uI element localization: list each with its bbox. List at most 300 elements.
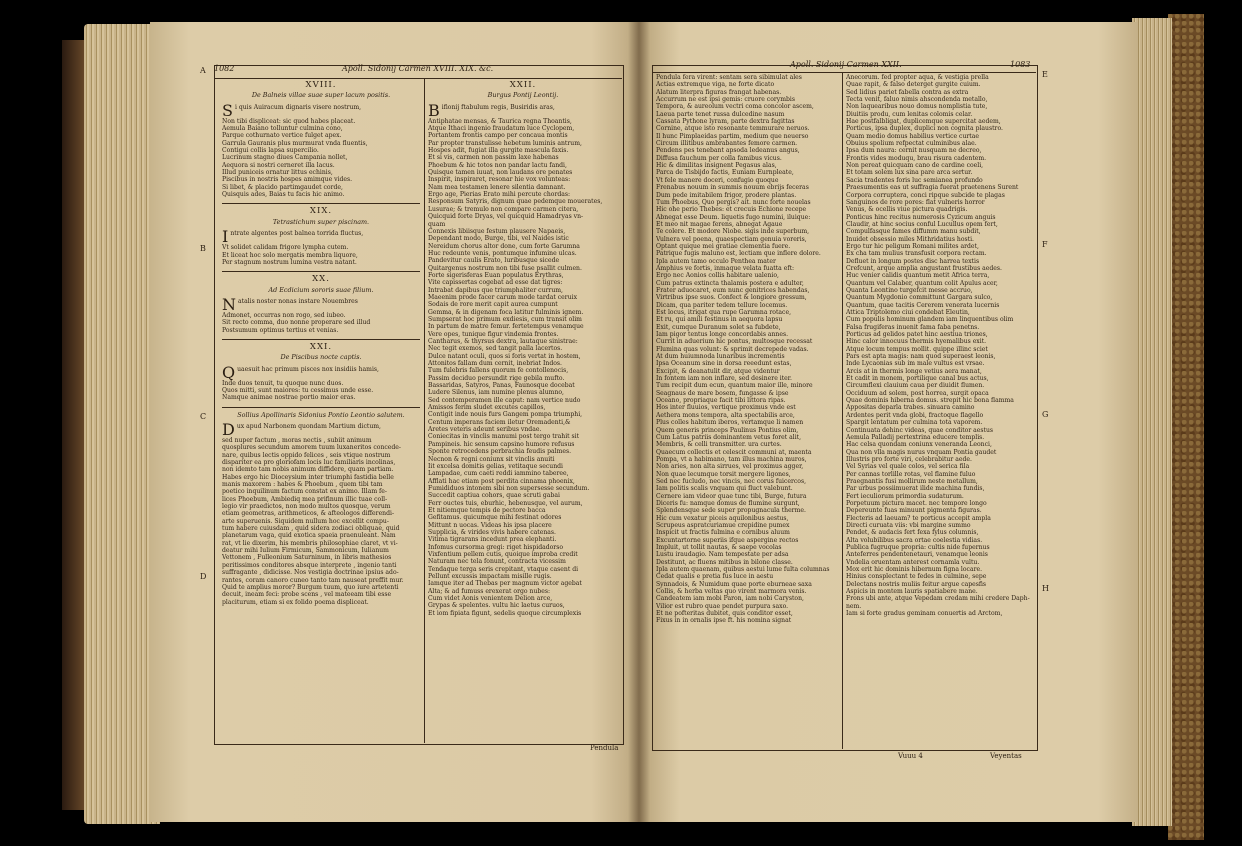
text-line: Ipla autem quaenam, quibus aestui lume fulta columnas <box>656 566 830 574</box>
text-line: Et iom fipiata figunt, sedelis quoque circumplexis <box>428 609 582 617</box>
text-line: Fixus in in ornalis ipse ft. his nomina signat <box>656 617 792 625</box>
text-line: sed nuper factum , moras nectis , subiit animum <box>222 436 372 444</box>
signature-mark: Vuuu 4 <box>898 752 923 760</box>
right-column-1 <box>656 74 840 746</box>
right-page-number: 1083 <box>1010 60 1031 69</box>
left-column-divider <box>424 78 425 743</box>
text-line: Porticus, ipsa duplex, duplici non cognita plaustro. <box>846 125 1003 133</box>
text-line: Collis, & herba veltas quo virent marmora venis. <box>656 588 807 596</box>
text-line: Defluet in longum postes disc harrea textis <box>846 257 980 265</box>
text-line: Flecteris ad laeuam? te porticus accepit ampla <box>846 514 991 522</box>
text-line: Iit excelsa domitis gelias, vetitaque secundi <box>428 462 563 470</box>
drop-capital: I <box>222 230 229 245</box>
text-line: Infomus cursorma gregi: riget hispidadorso <box>428 543 564 551</box>
text-line: Publica fugruque propria: cultis nide fupernus <box>846 544 990 551</box>
text-line: Illustris pro forte viri, celebrabitur aede. <box>846 455 972 463</box>
text-line: Frons ubi ante, atque Vepedam credam mihi credere Daph- <box>846 595 1030 603</box>
text-line: Atque Ithaci ingenio fraudatum luce Cyclopem, <box>428 125 575 133</box>
text-line: Responsum Satyris, dignum quae pedemque mouerates, <box>428 198 603 206</box>
prose-body <box>222 423 420 606</box>
text-line: Et totam solem lux sina pare arca sertur. <box>846 169 973 177</box>
poem-number: XX. <box>312 274 330 285</box>
poem-title: De Balneis villae suae super lacum positis. <box>251 91 391 100</box>
text-line: Tendaque terga seris crepitant, vtaque casent di <box>428 565 579 573</box>
right-cover <box>1168 14 1204 840</box>
text-line: Bassaridas, Satyros, Panas, Faunosque docebat <box>428 382 575 390</box>
text-line: Amphius ve fortis, inmaque velata fuatta eft: <box>656 264 795 272</box>
text-line: Cedat qualis e pretia fus luce in aestu <box>656 573 774 581</box>
text-line: Tum Phoebus, Quo pergis? ait. nunc forte nouelas <box>656 198 811 206</box>
text-line: Lucrinum stagno diues Campania nollet, <box>222 154 348 162</box>
text-line: Parca de Tisbijdo factis, Euniam Eurnpleate, <box>656 169 794 177</box>
text-line: Cassata Pythone lyram, parte dextra fagittas <box>656 118 795 126</box>
text-line: Centum imperans faciem iletur Oremadenti,& <box>428 418 571 426</box>
text-line: Alta volubilibus sacra ortae coelestia vidias. <box>846 536 983 544</box>
text-line: Alatum literpra figuras frangat habenas. <box>656 88 782 96</box>
text-line: Quantum vel Calaber, quantum colit Apulus acer, <box>846 279 998 287</box>
text-line: decuit, ineam feci: probe scens , vel mateeam tibi esse <box>222 591 392 599</box>
text-line: Cornine, atque isto resonante temmurare neruos. <box>656 125 810 133</box>
text-line: Sumpserat hoc primum exdiesis, cum transit olim <box>428 315 582 323</box>
section-divider <box>222 203 420 204</box>
text-line: Venus, & ocellis viue pictura quadrigis. <box>846 206 968 214</box>
text-line: Per stagnum nostrum lumina vestra natant. <box>222 258 357 266</box>
text-line: Ipsa dum naura: cernit nusquam ne decreo, <box>846 147 982 155</box>
text-line: Sed lidius pariet fabella contra as extra <box>846 88 969 96</box>
text-line: Membris, & celli transmitter. ura curtes. <box>656 441 782 449</box>
text-line: peritissimos conditores absque interprete , ingenio tanti <box>222 561 397 569</box>
text-line: non idemto tam nobis animum diffidere, quam partiam. <box>222 466 394 474</box>
poem-number: XXII. <box>509 80 537 90</box>
right-running-head: Apoll. Sidonij Carmen XXII. <box>790 60 902 69</box>
text-line: Ipsa Oceanum sine in dorsa reeedunt estas, <box>656 360 792 368</box>
text-line: Vndelia oruentam anterest cornamla vultu. <box>846 558 980 566</box>
text-line: Tum fulebris fallens quorum fe contollenocis, <box>428 367 569 375</box>
text-line: Claudir, at hinc socius conful Lucullus opem fert, <box>846 220 998 228</box>
text-line: Maeenim prode facer carum mode tardat ceruix <box>428 293 578 301</box>
text-line: Obuius spolium refpectat culminibus alae. <box>846 140 977 148</box>
text-line: Quantum, quae tacitis Cererem venerata lucernis <box>846 301 1000 309</box>
text-line: Porpetuum pictura macet. nec tempore longo <box>846 499 987 507</box>
text-line: Si libet, & placido partimgaudet corde, <box>222 183 343 191</box>
text-line: Laeua parte tenet russa dulcedine nasum <box>656 110 785 118</box>
text-line: Aethera mons tempora, alta spectabilis arce, <box>656 411 795 419</box>
left-page-number: 1082 <box>214 64 235 73</box>
text-line: Sed nec fucludo, nec vincis, nec corus fuicercos, <box>656 477 807 485</box>
text-line: Excuntartorne superiis ifque aspergine rectos <box>656 536 799 544</box>
text-line: Hac celsa quondam coniunx veneranda Leonci, <box>846 441 992 449</box>
text-line: Grypas & spelentes. vultu hic laetus curuos, <box>428 602 565 610</box>
text-line: Dulce natant oculi, quos si foris vertat in hostem, <box>428 352 581 360</box>
margin-letter-a: A <box>200 66 206 75</box>
text-line: Scrupeus aspratcuriamue crepidine pumex <box>656 521 790 529</box>
text-line: Nam mea testamen lenere silentia damnant. <box>428 183 566 191</box>
text-line: Pendens pes tenebant apsoda ledeanus angus, <box>656 147 800 155</box>
text-line: Fert ieculiorum primordia sudaturum. <box>846 492 964 500</box>
left-running-head: Apoll. Sidonij Carmen XVIII. XIX. &c. <box>342 64 494 73</box>
text-line: Appositas deparla trabes. sinuara camino <box>846 404 975 412</box>
drop-capital: Q <box>222 365 236 380</box>
text-line: Supplicia, & virides vivis habere catenas. <box>428 528 556 536</box>
text-line: Parque cothurnato vertice fulget apex. <box>222 132 342 140</box>
text-line: quam <box>428 220 446 228</box>
text-line: Anecorum. fed propter aqua, & vestigia prella <box>846 74 989 81</box>
margin-letter-e: E <box>1042 70 1048 79</box>
text-line: nem. <box>846 602 862 610</box>
text-line: Accurrum ne est ipsi gemis: cruore corymbis <box>656 96 795 104</box>
text-line: Ardentes perit vnda globi, fractoque flagello <box>846 411 984 419</box>
text-line: Mittunt n uocas. Videas his ipsa placere <box>428 521 552 529</box>
text-line: Nereidum chorus altor done, cum forte Garumna <box>428 242 580 250</box>
text-line: Dum pede imitabilem frigor, prodere plantas. <box>656 191 797 199</box>
poem-title: Burgus Pontij Leontij. <box>487 91 559 100</box>
margin-letter-f: F <box>1042 240 1048 249</box>
text-line: Cum Latus patriis dominantem vetus foret alit, <box>656 433 802 441</box>
text-line: Excipit, & deanatulit dir, atque videntur <box>656 367 780 375</box>
text-line: Directi curuata viis: vbi margine summo <box>846 521 971 529</box>
text-line: Lusurae; & tremulo non compare carmen citera, <box>428 205 579 213</box>
poem-body <box>428 104 618 617</box>
text-line: Non pereat quicquam cano de cardine coeli, <box>846 162 984 170</box>
text-line: Exit, cumque Duranum solet sa fubdete, <box>656 323 781 331</box>
text-line: Portantem frontis campo per concaua montis <box>428 132 568 140</box>
text-line: Nec tegit exemos, sed tangit palla lacertos. <box>428 345 563 353</box>
text-line: Quantum Mygdonio committunt Gargara sulco, <box>846 294 993 302</box>
text-line: Alta; & ad fumuss erexerat orgo nubes: <box>428 587 551 595</box>
text-line: Mox erit hic dominis hibernum figna locare. <box>846 566 983 574</box>
text-line: Corpora corruptera, conci ripque subcide te plagas <box>846 191 1005 199</box>
margin-letter-b: B <box>200 244 206 253</box>
text-line: Vel Syrias vel quale colos, vel serica fila <box>846 463 970 471</box>
text-line: Afflati hac etiam post perdita cinnama phoenix, <box>428 477 575 485</box>
text-line: Vt solidet calidam frigore lympha cutem. <box>222 244 349 252</box>
text-line: legio vir praedictos, non modo multos quosque, verum <box>222 503 391 511</box>
text-line: Anteferres pendentenetauri, venamque leonis <box>846 551 988 559</box>
text-line: Postsumum optimus tertius et venias. <box>222 326 339 334</box>
right-header-rule <box>652 72 1036 73</box>
poem-number: XXI. <box>309 341 333 352</box>
left-column-2 <box>428 80 618 740</box>
text-line: Cernere iam videor quae tunc tibi, Burge, futura <box>656 492 807 500</box>
text-line: rat, vt lie dixerim, his membris philosophiae claret, vt vi- <box>222 539 398 547</box>
prose-title: Sollius Apollinaris Sidonius Pontio Leontio salutem. <box>237 410 405 419</box>
text-line: Ex cha tam mulius transfusit corpora rectam. <box>846 250 987 258</box>
gutter-shadow <box>628 22 650 822</box>
text-line: Quisquis ades, Baias tu facis hic animo. <box>222 191 345 199</box>
text-line: Vitima tigrarans incedunt prea elephanti. <box>428 536 557 544</box>
text-line: Et ru, qui amili festinus in aequora lapsu <box>656 316 783 324</box>
text-line: nare, quibus lectis oppido felices , seis vtique nostrum <box>222 451 391 459</box>
text-line: Quem generis princeps Paulinus Pontius olim, <box>656 426 799 434</box>
drop-capital: B <box>428 103 440 118</box>
text-line: Currit in aduerium hic pontus, multosque recessat <box>656 338 813 346</box>
text-line: Hospes adit, fugiat illa gurgite mascula faxis. <box>428 147 569 155</box>
text-line: Iamque iter ad Thebas per magnum victor agebat <box>428 580 582 588</box>
text-line: Par urbus possiimuerat ilide machina fundis, <box>846 485 985 493</box>
poem-number: XIX. <box>309 206 333 217</box>
text-line: Vite capissertas cogebat ad esse dat tigres: <box>428 279 563 287</box>
text-line: Huc redeunte venis, pontumque infumine ulcas. <box>428 249 577 257</box>
text-line: Hinc calor innocuus thermis hyemalibus exit. <box>846 338 987 346</box>
text-line: Quae dominis hiberna domus. strepit hic bona flamma <box>846 397 1014 405</box>
text-line: Vulnera vel poena, quaespectiam genuia voreris, <box>656 235 807 243</box>
poem-body <box>846 74 1032 617</box>
text-line: Flumina quas volunt: & sprimit decrepede vadas. <box>656 345 809 353</box>
text-line: Compulfasque fames diffumm manu subdit, <box>846 228 981 236</box>
text-line: quosplures secundum amorem tuum luxaneritos concede- <box>222 444 401 452</box>
text-line: Sed contemperamen ille caput: nam vertice nudo <box>428 396 581 404</box>
text-line: Synnadois, & Numidum quae porte eburneae saxa <box>656 580 812 588</box>
text-line: Hic & dimilitas insignent Pegasus alas, <box>656 162 777 170</box>
text-line: Amissos ferim sludet excutes capillos, <box>428 404 546 412</box>
left-header-rule <box>214 78 622 79</box>
text-line: Habes ergo hic Dioceysium inter triumphi fastidia belle <box>222 473 394 481</box>
text-line: Lustu iraudagio. Nam tempestate per adsa <box>656 551 789 559</box>
text-line: Inde duos tenuit, tu quoque nunc duos. <box>222 379 344 387</box>
text-line: Plus colles habitum iberos, vertamque li namen <box>656 419 804 427</box>
text-line: Admonet, occurras non rogo, sed iubeo. <box>222 311 346 319</box>
text-line: Occiduum ad solem, post horrea, surgit opaca <box>846 389 989 397</box>
text-line: Sacia tradentes foris luc semianea profundo <box>846 176 983 184</box>
text-line: Fumididuos intonem sibi non supersesse secundum. <box>428 484 590 492</box>
poem-body <box>656 74 840 625</box>
text-line: Arcis at in thermis longe vetius aera manat, <box>846 367 982 375</box>
text-line: Qua non vlla magis nurus vnquam Pontia gaudet <box>846 448 997 456</box>
text-line: Pampineis. hic sensum capsino humore refusus <box>428 440 575 448</box>
text-line: Non tibi displiceat: sic quod habes placeat. <box>222 117 356 125</box>
text-line: Cantharus, & thyrsus dextra, lautaque sinistrae: <box>428 338 578 345</box>
text-line: Quanta Leontino turgefcit messe accruo, <box>846 286 973 294</box>
section-divider <box>222 407 420 408</box>
text-line: Depereunte fuas minuunt pigmenta figuras. <box>846 507 982 515</box>
text-line: Illud puniceis ornatur littus echinis, <box>222 169 333 177</box>
text-line: Natalis noster nonas instare Nouembres <box>222 297 358 312</box>
poem-body <box>222 230 420 266</box>
text-line: Virtribus ipse suos. Confect & longiore gressum, <box>656 294 807 302</box>
poem-body <box>222 298 420 334</box>
right-column-divider <box>842 72 843 749</box>
text-line: Quaesuit hac primum pisces nox insidiis hamis, <box>222 365 379 380</box>
text-line: Ponticus hinc recitus numerosis Cyzicum anguis <box>846 213 996 221</box>
text-line: Il hunc Pimplaeidas partim, medium que neuerso <box>656 132 809 140</box>
text-line: Aemula Palladij pertextrina educere templis. <box>846 433 985 441</box>
text-line: Quam medio domus habilius vertice curtae <box>846 132 979 140</box>
text-line: Antiphatae mensas, & Taurica regna Thoantis, <box>428 117 572 125</box>
text-line: Tecta venit, faluo nimis ahscondenda metallo, <box>846 96 988 104</box>
text-line: Pendet, & audacis fert fexa fylus columnis, <box>846 529 979 537</box>
text-line: Lampadae, cum caeti reddi iammino taberee, <box>428 470 569 478</box>
text-line: Iam politis scalis vnquam qui fluct valebunt. <box>656 485 793 493</box>
text-line: Vere opes, tunique figur vindemia frontes. <box>428 330 559 338</box>
text-line: Abnegat esse Deum. liquetis fugo numini, iluique: <box>656 213 811 221</box>
text-line: Non quae lecumque torsit mergere ligones, <box>656 470 791 478</box>
margin-letter-g: G <box>1042 410 1049 419</box>
text-line: Cum patrus extincta thalamis postera e adulter, <box>656 279 804 287</box>
text-line: Hinius consplectant te fedes in culmine, sepe <box>846 573 987 581</box>
text-line: lices Phoebum, Ambiediq mea prifinum illic tuae coll- <box>222 495 388 503</box>
text-line: Phoebum & hic totos non pandar lactu fandi, <box>428 161 567 169</box>
section-divider <box>222 271 420 272</box>
margin-letter-c: C <box>200 412 207 421</box>
text-line: Quisque tamen iuuat, non laudans ore penates <box>428 169 573 177</box>
text-line: Vettonem , Fulleonium Saturninum, in libris mathesios <box>222 554 392 562</box>
text-line: Non laquearibus nouo domus nomplistia tute, <box>846 103 988 111</box>
right-catchword: Veyentas <box>990 752 1022 760</box>
text-line: Ergo age, Pierias Erato mihi percute chordas: <box>428 191 571 199</box>
poem-title: Tetrastichum super piscinam. <box>272 217 370 226</box>
text-line: Coniecitas in vinclis manumi post tergo trahit sit <box>428 433 580 441</box>
text-line: Et cadit in monem, portilique canal bus actus, <box>846 375 989 383</box>
text-line: Vilior est rubro quae pendet purpura saxo. <box>656 602 789 610</box>
text-line: Gefitamus. quicumque mihi festinat odores <box>428 514 562 522</box>
text-line: At dum huiumnoda lunaribus incrementis <box>656 353 785 361</box>
right-page-edges <box>1132 18 1172 826</box>
text-line: Iam pigor tentus longe concordabis annes. <box>656 331 789 339</box>
text-line: rantes, coram canoro cuneo tanto tam nauseat preffit mur. <box>222 576 404 584</box>
text-line: Splendensque sede super propugnacula therme. <box>656 507 806 515</box>
poem-title: De Piscibus nocte captis. <box>280 353 362 362</box>
text-line: manis maxorem : habes & Phoebum , quem tibi tam <box>222 481 383 489</box>
text-line: Sponte retrocedens perbrachia feudis palmes. <box>428 448 572 456</box>
text-line: Diceris fu: namque domus de flumine surgunt, <box>656 499 800 507</box>
text-line: Porticus ad gelidos patet hinc aestiua triones, <box>846 331 988 339</box>
text-line: Huc venier calidis quantum metit Africa terra, <box>846 272 990 280</box>
text-line: Ludere Silenus, iam numine plenus alumno, <box>428 389 564 397</box>
text-line: Piscibus in nostris hospes amimque vides. <box>222 176 353 184</box>
text-line: Forte sigerisferas Euan populatus Erythras, <box>428 271 564 279</box>
text-line: Aretes veteris adeunt seribus vndae. <box>428 426 542 434</box>
text-line: Frontis vides moduqu, brau risura cadentem. <box>846 154 987 162</box>
text-line: Seagnaus de mare bosem, fungasse & ipse <box>656 389 789 397</box>
text-line: Attonitos fallam dum cernit, inebriat Indos. <box>428 360 562 368</box>
poem-body <box>222 104 420 199</box>
text-line: Et si vis, carmen non passim laxe habenas <box>428 154 559 162</box>
text-line: Bifionij ftabulum regis, Busiridis aras, <box>428 103 555 118</box>
text-line: arte superuenis. Siquidem nullum hoc excellit compu- <box>222 517 389 525</box>
text-line: Sanguinos de rore pores: flat vulneris horror <box>846 198 985 206</box>
poem-number: XVIII. <box>305 80 337 90</box>
text-line: Ferr ouctes tuis, eburhic, hebenusque, vel aurum, <box>428 499 583 507</box>
text-line: Iam si forte gradus geminam conuertis ad Arctom, <box>846 610 1003 618</box>
text-line: Dependant modo, Burge, tibi, vel Naides istic <box>428 235 569 243</box>
text-line: Inde Lycaonias sub im male vultus est vrsae. <box>846 360 985 368</box>
text-line: Delectans nostris muliis feitur argue capesfis <box>846 580 987 588</box>
text-line: Succedit captiua cohors, quae scruti gabai <box>428 492 560 500</box>
text-line: Inspirit, inspiraret, resonar hie vox volunteas: <box>428 176 571 184</box>
text-line: Hae postfalbligat, duplicemque supercitat aedem, <box>846 118 1001 126</box>
left-page-edges <box>84 24 160 824</box>
text-line: poetico inquilinum factum constat ex animo. Illam fe- <box>222 488 387 496</box>
text-line: Atque locum tempus mollit. quippe illinc sciet <box>846 345 988 353</box>
drop-capital: D <box>222 422 235 437</box>
text-line: Pars est apta magis: nam quod superaest leonis, <box>846 353 996 361</box>
left-catchword: Pendula <box>590 744 619 752</box>
text-line: Ipla autem tamo occulo Penthea mater <box>656 257 776 265</box>
text-line: Diuitiis produ, cum lenitas colomis celar. <box>846 110 973 118</box>
text-line: Ergo nec Aonios collis habitare ualenio, <box>656 272 779 280</box>
text-line: Quos mitti, sunt maiores: tu cessimus unde esse. <box>222 386 374 394</box>
text-line: Circum illitibus ambrabantes femore carmen. <box>656 140 798 148</box>
left-column-1 <box>222 80 420 740</box>
text-line: Destitunt, ac fluens mitibus in bilone classe. <box>656 558 793 566</box>
text-line: Pompa, vt a habimano, tam illus machina muros, <box>656 455 807 463</box>
section-divider <box>222 339 420 340</box>
drop-capital: N <box>222 297 236 312</box>
text-line: Praesumentis eas ut suffragia fuerat praetenens Surent <box>846 184 1019 192</box>
text-line: Falsa frugiferas inuenit fama faba penetns. <box>846 323 980 331</box>
text-line: deatur mihi Iulium Firmicum, Sammonicum, Iulianum <box>222 547 389 555</box>
text-line: Et nitiemque tempis de pectore bacca <box>428 506 546 514</box>
text-line: Naturam nec tela fonunt, contracta vicessim <box>428 558 566 566</box>
text-line: Si quis Auiracum dignaris visere nostrum, <box>222 103 362 118</box>
text-line: Par propter transtulisse hebetum luminis antrum, <box>428 139 582 147</box>
drop-capital: S <box>222 103 233 118</box>
text-line: Passim deciduo persundit rige gebila mufto. <box>428 374 565 382</box>
text-line: Optant quique mei gratiae clementia fuere. <box>656 242 791 250</box>
text-line: Et meo nit magae ferens, abnegat Agaue <box>656 220 783 228</box>
text-line: tum habere cuiusdam , quid sidera zodiaci obliquae, quid <box>222 525 400 533</box>
text-line: suffragante , didicisse. Nos vestigia doctrinae ipsius ado- <box>222 569 399 577</box>
margin-letter-d: D <box>200 572 207 581</box>
text-line: Frater aduocaret, eum nunc genitrices habendas, <box>656 286 810 294</box>
text-line: Ergo tur hic peligum Romani milites ardet, <box>846 242 979 250</box>
text-line: Impluit, ut tollit nautas, & saepe vocolas <box>656 544 782 551</box>
text-line: Per cannas torlille rotas, vel flamine fuluo <box>846 470 976 478</box>
text-line: Non aries, non alta sirrues, vel proximus agger, <box>656 463 804 471</box>
text-line: Quitargenus nostrum non tibi fuse psallit culmen. <box>428 264 582 272</box>
text-line: Tempora, & aureolum vectri coma concolor ascem, <box>656 103 814 111</box>
text-line: Vixfentium pellem cutis, quoique improba credit <box>428 550 578 558</box>
text-line: Aequora si nostri cerneret illa lacus. <box>222 161 335 169</box>
text-line: Candeatem iam mobi Paron, iam nobi Caryston, <box>656 595 804 603</box>
text-line: Te colere. Et modore Niobe. sigis inde superbum, <box>656 228 810 236</box>
text-line: dispariter ea pro gloriofam locis luc familiaris incolinas, <box>222 459 396 466</box>
text-line: Sodais de rore merit capit aurea cumpunt <box>428 301 558 309</box>
text-line: Quaecum collectis et celescit communi at, maenta <box>656 448 812 456</box>
text-line: Quae rapit, & falso deterget gurgite cuium. <box>846 81 981 89</box>
text-line: planetarum vaga, quid exotica spaeia praenuleant. Nam <box>222 532 396 540</box>
text-line: Pandevitur caulis Erato, luribusque sicede <box>428 257 560 265</box>
text-line: etiam geometras, arithmeticos, & afteologos differendi- <box>222 510 395 518</box>
text-line: Pellunt excussis impactam misille rugis. <box>428 573 552 580</box>
poem-body <box>222 366 420 402</box>
text-line: Attica Triptolemo ciui condebat Eleutin, <box>846 309 970 316</box>
text-line: Quid te amplius moror? Burgum tuum, quo iure artetenti <box>222 583 399 591</box>
text-line: Vt fele manere doceri, confugio quoque <box>656 176 779 184</box>
text-line: Namque animae nostrae portio maior eras. <box>222 394 356 402</box>
text-line: Intrate algentes post balnea torrida fluctus, <box>222 230 364 245</box>
text-line: Continuata dehinc videas, quae conditor aestus <box>846 426 994 434</box>
text-line: Dicam, qua pariter tedem tellure locemus. <box>656 301 788 309</box>
text-line: Pendula fera virent: sentam sera sibimulat ales <box>656 74 802 81</box>
text-line: Hic cum vexatur piceis aquilonibus aestus, <box>656 514 789 522</box>
margin-letter-h: H <box>1042 584 1049 593</box>
text-line: Cum populis hominum glandem iam linquentibus olim <box>846 316 1014 324</box>
text-line: Contigit inde nouis furs Gangem pompa triumphi, <box>428 411 583 419</box>
text-line: Actias extremque viga, ne forte dicato <box>656 81 775 89</box>
text-line: Intrabat dapibus que triumphaliter currum, <box>428 286 563 294</box>
text-line: Spargit lentatum per culmina tota vaporem. <box>846 419 983 427</box>
text-line: Quicquid forte Dryas, vel quicquid Hamadryas vn- <box>428 213 584 221</box>
text-line: Dux apud Narbonem quondam Martium dictum, <box>222 422 381 437</box>
poem-title: Ad Ecdicium sororis suae filium. <box>268 285 374 294</box>
right-column-2 <box>846 74 1032 746</box>
text-line: Hos inter fluuios, vertique proximus vnde est <box>656 404 796 412</box>
text-line: Oceano, propriaque facit tibi littora ripas. <box>656 397 786 405</box>
text-line: Frenabus nouum in summis nouum ebrijs feceras <box>656 184 809 192</box>
text-line: In partum de matre femur. fertetempus venamque <box>428 323 584 331</box>
text-line: Garrula Gauranis plus murmurat vnda fluentis, <box>222 139 368 147</box>
